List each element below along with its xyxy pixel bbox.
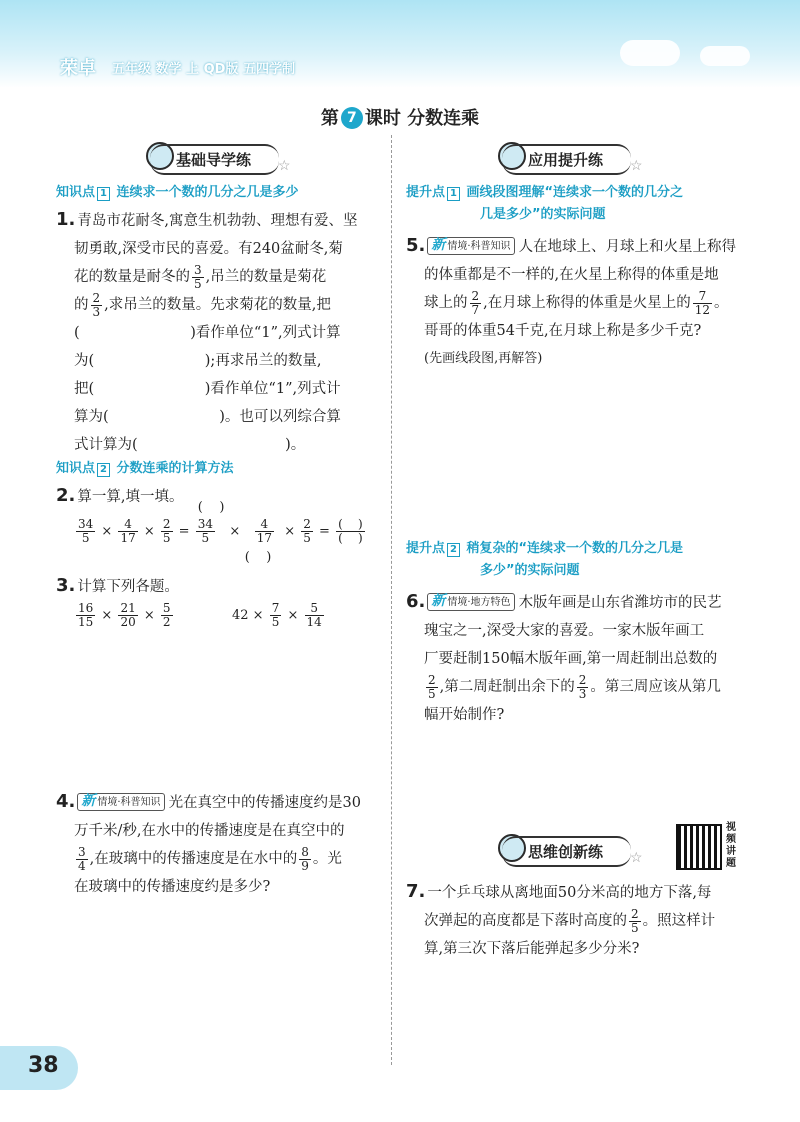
question-4: 4. 新 情境·科普知识 光在真空中的传播速度约是30 万千米/秒,在水中的传播速度是在真空中的 $\frac{3}{4}$ ,在玻璃中的传播速度是在水中的 $\frac{8}{9}$ 。光 在玻璃中的传播速度约是多少?: [56, 791, 362, 895]
star-icon: ☆: [278, 158, 291, 174]
knowledge-point-1: 知识点 1 连续求一个数的几分之几是多少: [56, 185, 299, 200]
question-7: 7. 一个乒乓球从离地面50分米高的地方下落,每 次弹起的高度都是下落时高度的 $\frac{2}{5}$ 。照这样计 算,第三次下落后能弹起多少分米?: [406, 881, 716, 957]
qr-label: 视频讲题: [726, 822, 736, 869]
question-2: 2. 算一算,填一填。: [56, 485, 184, 506]
cloud-decoration: [620, 40, 680, 66]
question-3-expression-a: $\frac{16}{15}$ × $\frac{21}{20}$ × $\frac{5}{2}$: [78, 601, 171, 629]
question-1: 1. 青岛市花耐冬,寓意生机勃勃、理想有爱、坚 韧勇敢,深受市民的喜爱。有240盆耐冬,菊 花的数量是耐冬的 $\frac{3}{5}$ ,吊兰的数量是菊花 的 $\frac{2}{3}$ ,求吊兰的数量。先求菊花的数量,把 ( )看作单位“1”,列式计算 为( );再求吊兰的数量, 把( )看作单位“1”,列式计 算为( )。也可以列综合算 式计算为( )。: [56, 209, 358, 453]
section-heading-basic: 基础导学练: [150, 144, 279, 175]
star-icon: ☆: [630, 850, 643, 866]
brand-logo: 荣卓: [60, 58, 96, 79]
question-3: 3. 计算下列各题。: [56, 575, 179, 596]
star-icon: ☆: [630, 158, 643, 174]
column-divider: [391, 135, 392, 1065]
question-5: 5. 新 情境·科普知识 人在地球上、月球上和火星上称得 的体重都是不一样的,在火星上称得的体重是地 球上的 $\frac{2}{7}$ ,在月球上称得的体重是火星上的 $\frac{7}{12}$ 。 哥哥的体重54千克,在月球上称是多少千克? (先画线段图,再解答): [406, 235, 737, 366]
qr-code-icon[interactable]: [676, 824, 722, 870]
lesson-title: 第 7 课时 分数连乘: [320, 108, 480, 129]
question-6: 6. 新 情境·地方特色 木版年画是山东省潍坊市的民艺 瑰宝之一,深受大家的喜爱。一家木版年画工 厂要赶制150幅木版年画,第一周赶制出总数的 $\frac{2}{5}$ ,第二周赶制出余下的 $\frac{2}{3}$ 。第三周应该从第几 幅开始制作?: [406, 591, 722, 723]
question-2-expression: $\frac{34}{5}$ × $\frac{4}{17}$ × $\frac{2}{5}$ = ( ) $\frac{34}{5}$ × $\frac{4}{17}$ ( ) × $\frac{2}{5}$ = $\frac{( )}{( )}$: [78, 500, 363, 565]
section-heading-apply: 应用提升练: [502, 144, 631, 175]
header-banner: [0, 0, 800, 88]
improvement-point-2: 提升点 2 稍复杂的“连续求一个数的几分之几是 多少”的实际问题: [406, 541, 684, 578]
knowledge-point-2: 知识点 2 分数连乘的计算方法: [56, 461, 234, 476]
lesson-number-badge: 7: [341, 107, 363, 129]
page-number: 38: [28, 1053, 59, 1078]
section-heading-creative: 思维创新练: [502, 836, 631, 867]
question-3-expression-b: 42 × $\frac{7}{5}$ × $\frac{5}{14}$: [232, 601, 322, 629]
book-subtitle: 五年级 数学 上 QD版 五四学制: [112, 62, 295, 77]
cloud-decoration: [700, 46, 750, 66]
improvement-point-1: 提升点 1 画线段图理解“连续求一个数的几分之 几是多少”的实际问题: [406, 185, 684, 222]
